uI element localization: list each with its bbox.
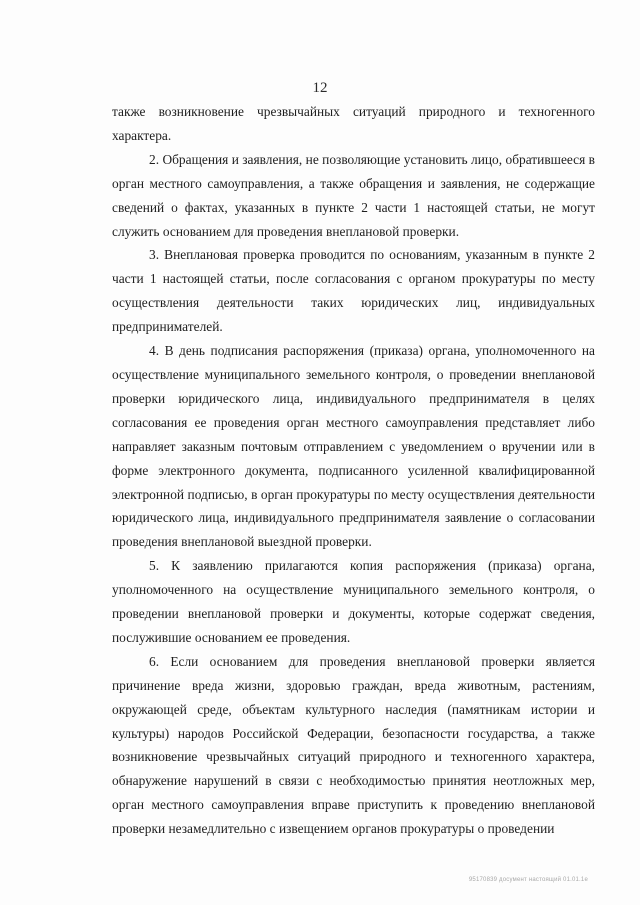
page-number: 12 bbox=[312, 80, 328, 96]
paragraph-continuation: также возникновение чрезвычайных ситуаций природного и техногенного характера. bbox=[112, 104, 595, 143]
footer-document-code: 95170839 досумент настоящий 01.01.1e bbox=[468, 877, 588, 883]
body-text bbox=[112, 100, 595, 841]
paragraph-5: 5. К заявлению прилагаются копия распоряжения (приказа) органа, уполномоченного на осуществление муниципального земельного контроля, о проведении внеплановой проверки и документы, которые содержат сведения, послужившие основанием ее проведения. bbox=[112, 558, 595, 645]
paragraph-6: 6. Если основанием для проведения внеплановой проверки является причинение вреда жизни, здоровью граждан, вреда животным, растениям, окружающей среде, объектам культурного наследия (памятникам истории и культуры) народов Российской Федерации, безопасности государства, а также возникновение чрезвычайных ситуаций природного и техногенного характера, обнаружение нарушений в связи с необходимостью принятия неотложных мер, орган местного самоуправления вправе приступить к проведению внеплановой проверки незамедлительно с извещением органов прокуратуры о проведении bbox=[112, 653, 595, 837]
paragraph-3: 3. Внеплановая проверка проводится по основаниям, указанным в пункте 2 части 1 настоящей статьи, после согласования с органом прокуратуры по месту осуществления деятельности таких юридических лиц, индивидуальных предпринимателей. bbox=[112, 247, 595, 335]
paragraph-4: 4. В день подписания распоряжения (приказа) органа, уполномоченного на осуществление муниципального земельного контроля, о проведении внеплановой проверки юридического лица, индивидуального предпринимателя в целях согласования ее проведения орган местного самоуправления представляет либо направляет заказным почтовым отправлением с уведомлением о вручении или в форме электронного документа, подписанного усиленной квалифицированной электронной подписью, в орган прокуратуры по месту осуществления деятельности юридического лица, индивидуального предпринимателя заявление о согласовании проведения внеплановой выездной проверки. bbox=[112, 343, 595, 550]
paragraph-2: 2. Обращения и заявления, не позволяющие установить лицо, обратившееся в орган местного самоуправления, а также обращения и заявления, не содержащие сведений о фактах, указанных в пункте 2 части 1 настоящей статьи, не могут служить основанием для проведения внеплановой проверки. bbox=[112, 151, 595, 239]
